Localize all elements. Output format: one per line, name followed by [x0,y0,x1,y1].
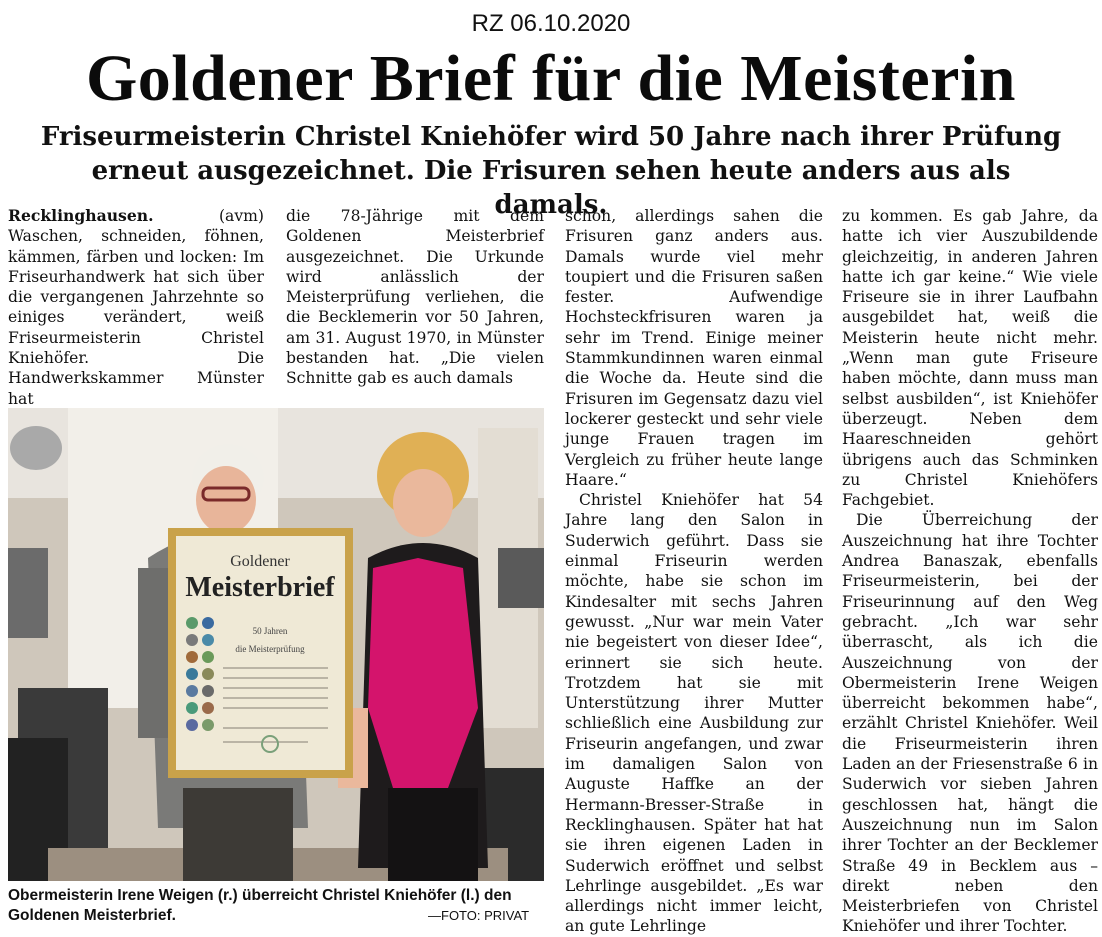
certificate-title-2: Meisterbrief [185,572,335,603]
certificate-title-1: Goldener [230,553,290,570]
certificate-subtitle: die Meisterprüfung [235,644,305,654]
paragraph-text: (avm) Waschen, schneiden, föhnen, kämmen, färben und locken: Im Friseurhandwerk hat sich über die vergangenen Jahrzehnte so einiges verändert, weiß Friseurmeisterin Christel Kniehöfer. Die Handwerkskammer Münster hat [8,207,264,408]
photo-caption: Obermeisterin Irene Weigen (r.) überreicht Christel Kniehöfer (l.) den Goldenen Meisterbrief. [8,887,512,924]
photo-illustration [8,408,544,881]
dateline: RZ 06.10.2020 [471,10,631,37]
article-column-1 [8,206,264,409]
article-column-3 [565,206,823,937]
paragraph: Die Überreichung der Auszeichnung hat ihre Tochter Andrea Banaszak, ebenfalls Friseurmeisterin, bei der Friseurinnung auf den Weg gebracht. „Ich war sehr überrascht, als ich die Auszeichnung von der Obermeisterin Irene Weigen überreicht bekommen habe“, erzählt Christel Kniehöfer. Weil die Friseurmeisterin ihren Laden an der Friesenstraße 6 in Suderwich vor sieben Jahren geschlossen hat, hängt die Auszeichnung nun im Salon ihrer Tochter an der Becklemer Straße 49 in Becklem aus – direkt neben den Meisterbriefen von Christel Kniehöfer und ihrer Tochter. [842,511,1098,936]
paragraph [8,206,264,409]
article-column-2 [286,206,544,389]
photo-credit: —FOTO: PRIVAT [428,908,530,923]
certificate-years: 50 Jahren [252,626,288,636]
article-photo [8,408,544,881]
paragraph: schon, allerdings sahen die Frisuren ganz anders aus. Damals wurde viel mehr toupiert und die Frisuren saßen fester. Aufwendige Hochsteckfrisuren waren ja sehr im Trend. Einige meiner Stammkundinnen waren einmal die Woche da. Heute sind die Frisuren im Gegensatz dazu viel lockerer gesteckt und sehr viele junge Frauen tragen im Vergleich zu früher heute lange Haare.“ [565,207,823,489]
place-name: Recklinghausen. [8,206,154,225]
paragraph: Christel Kniehöfer hat 54 Jahre lang den Salon in Suderwich geführt. Dass sie einmal Friseurin werden möchte, habe sie schon im Kindesalter mit sechs Jahren gewusst. „Nur war mein Vater nie begeistert von dieser Idee“, erinnert sie sich heute. Trotzdem hat sie mit Unterstützung ihrer Mutter schließlich eine Ausbildung zur Friseurin angefangen, und zwar im damaligen Salon von Auguste Haffke an der Hermann-Bresser-Straße in Recklinghausen. Später hat hat sie ihren eigenen Laden in Suderwich eröffnet und selbst Lehrlinge ausgebildet. „Es war allerdings nicht immer leicht, an gute Lehrlinge [565,491,823,936]
hair-dryer-icon [10,426,62,470]
paragraph: zu kommen. Es gab Jahre, da hatte ich vier Auszubildende gleichzeitig, in anderen Jahren hatte ich gar keine.“ Wie viele Friseure sie in ihrer Laufbahn ausgebildet hat, weiß die Meisterin heute nicht mehr. „Wenn man gute Friseure haben möchte, dann muss man selbst ausbilden“, ist Kniehöfer überzeugt. Neben dem Haareschneiden gehört übrigens auch das Schminken zu Christel Kniehöfers Fachgebiet. [842,207,1098,510]
paragraph: die 78-Jährige mit dem Goldenen Meisterbrief ausgezeichnet. Die Urkunde wird anlässlich der Meisterprüfung verliehen, die die Becklemerin vor 50 Jahren, am 31. August 1970, in Münster bestanden hat. „Die vielen Schnitte gab es auch damals [286,207,544,388]
article-column-4 [842,206,1098,937]
headline: Goldener Brief für die Meisterin [85,42,1017,115]
subheadline: Friseurmeisterin Christel Kniehöfer wird 50 Jahre nach ihrer Prüfung erneut ausgezeichnet. Die Frisuren sehen heute anders aus als damals. [40,122,1062,220]
